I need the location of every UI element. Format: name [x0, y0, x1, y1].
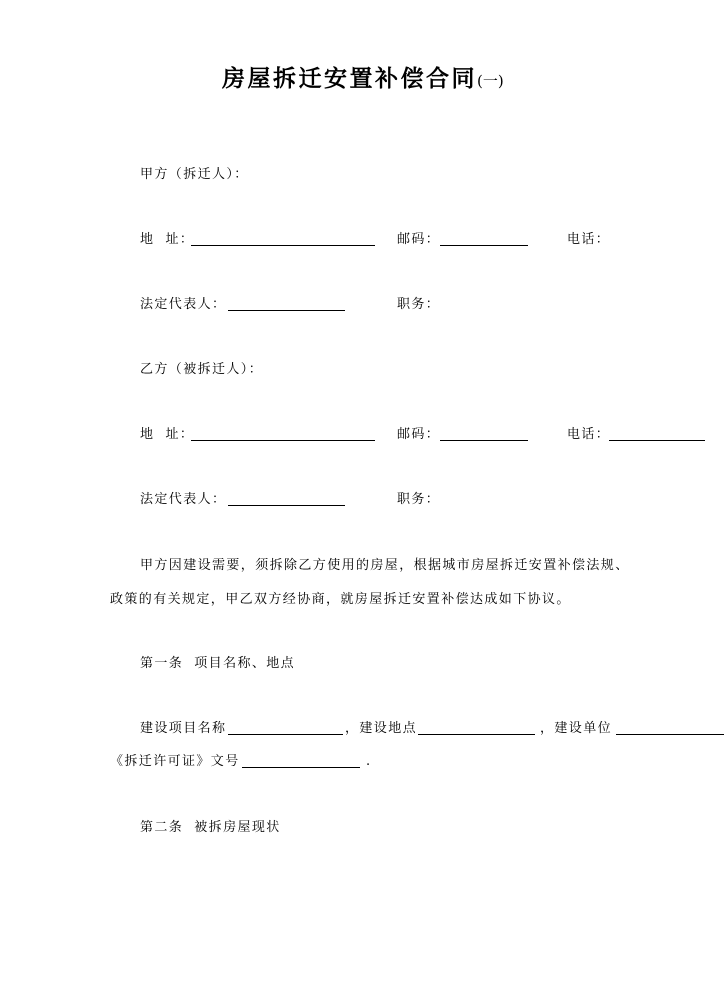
party-a-postcode-label: 邮码：: [397, 232, 441, 247]
project-name-blank: [228, 721, 343, 735]
party-b-postcode-blank: [440, 427, 528, 441]
project-builder-blank: [616, 721, 724, 735]
project-name-label: 建设项目名称: [140, 721, 227, 736]
party-a-legal-rep-blank: [228, 297, 345, 311]
party-b-rep-row: [0, 492, 725, 510]
permit-number-label: 《拆迁许可证》文号: [110, 754, 240, 769]
party-b-address-label: 地 址：: [140, 427, 195, 442]
article-1-project-row: [0, 721, 725, 739]
preamble-line-2: 政策的有关规定，甲乙双方经协商，就房屋拆迁安置补偿达成如下协议。: [110, 592, 571, 607]
preamble-line-1-row: [0, 558, 725, 576]
party-b-legal-rep-label: 法定代表人：: [140, 492, 227, 507]
party-b-position-label: 职务：: [397, 492, 441, 507]
permit-line-end: .: [366, 754, 372, 769]
party-a-phone-label: 电话：: [567, 232, 611, 247]
article-2-heading-row: [0, 820, 725, 838]
preamble-line-1: 甲方因建设需要，须拆除乙方使用的房屋，根据城市房屋拆迁安置补偿法规、: [140, 558, 630, 573]
party-a-postcode-blank: [440, 232, 528, 246]
party-a-contact-row: [0, 232, 725, 250]
party-b-phone-label: 电话：: [567, 427, 611, 442]
party-a-heading: 甲方（拆迁人）：: [140, 167, 249, 182]
article-1-heading: 第一条 项目名称、地点: [140, 656, 296, 671]
party-a-rep-row: [0, 297, 725, 315]
article-1-permit-row: [0, 754, 725, 772]
document-title: [222, 62, 504, 98]
party-a-address-label: 地 址：: [140, 232, 195, 247]
project-builder-label: ，建设单位: [540, 721, 613, 736]
party-b-address-blank: [191, 427, 375, 441]
project-location-blank: [418, 721, 535, 735]
article-1-heading-row: [0, 656, 725, 674]
party-b-heading-row: [0, 362, 725, 380]
party-b-phone-blank: [609, 427, 705, 441]
party-b-contact-row: [0, 427, 725, 445]
party-a-legal-rep-label: 法定代表人：: [140, 297, 227, 312]
project-location-label: ，建设地点: [345, 721, 418, 736]
title-suffix: (一): [477, 72, 504, 90]
permit-number-blank: [242, 754, 360, 768]
party-b-postcode-label: 邮码：: [397, 427, 441, 442]
party-b-heading: 乙方（被拆迁人）：: [140, 362, 264, 377]
party-a-position-label: 职务：: [397, 297, 441, 312]
article-2-heading: 第二条 被拆房屋现状: [140, 820, 281, 835]
title-text: 房屋拆迁安置补偿合同: [222, 65, 477, 92]
party-a-heading-row: [0, 167, 725, 185]
preamble-line-2-row: [0, 592, 725, 610]
party-b-legal-rep-blank: [228, 492, 345, 506]
party-a-address-blank: [191, 232, 375, 246]
